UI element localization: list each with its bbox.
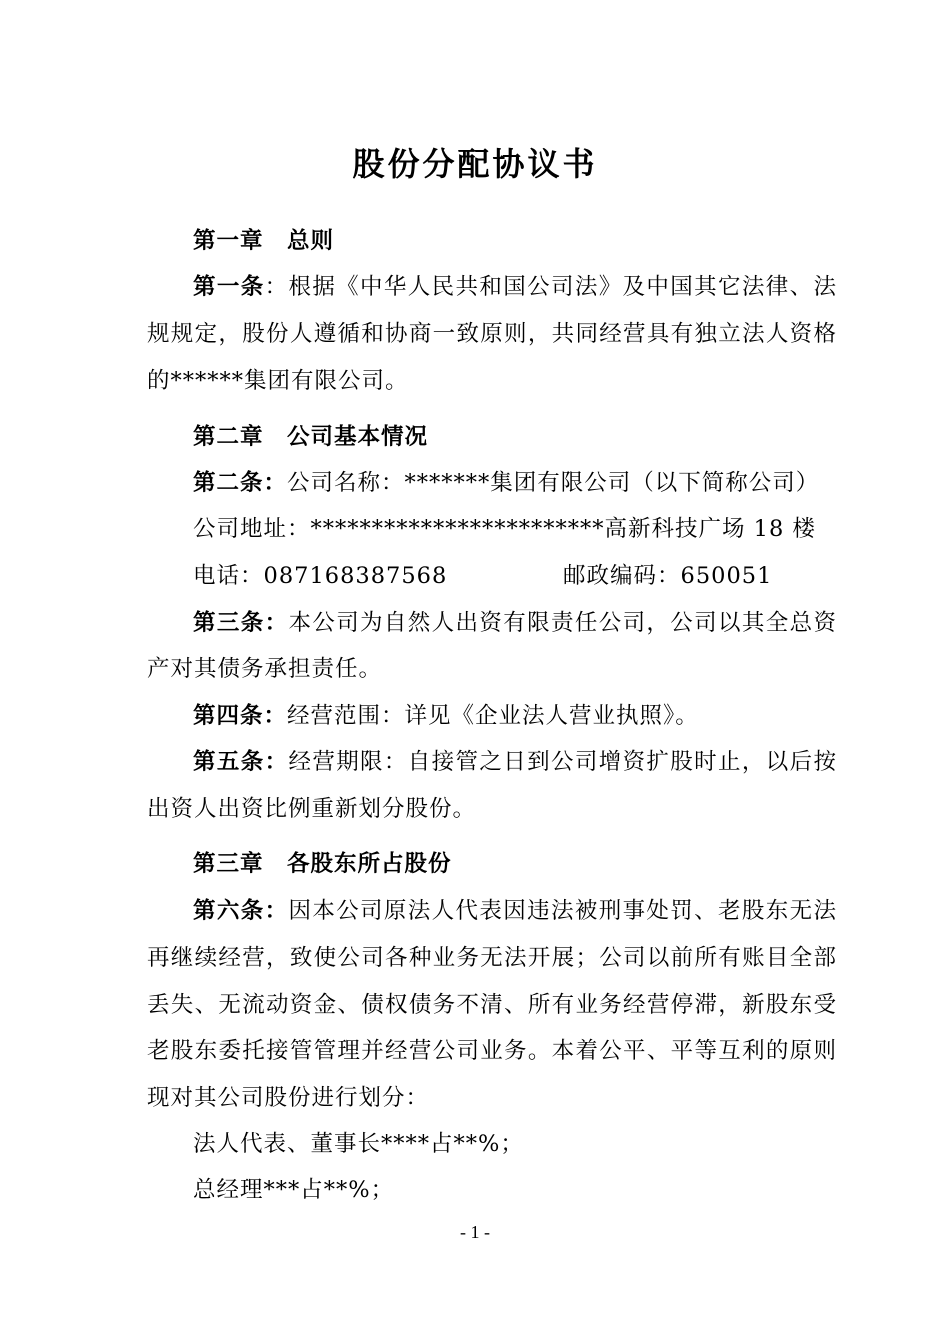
article-1-line-2: 规规定，股份人遵循和协商一致原则，共同经营具有独立法人资格 [147,321,837,347]
article-1-label: 第一条 [193,274,265,300]
article-6-line-2: 再继续经营，致使公司各种业务无法开展；公司以前所有账目全部 [147,945,837,971]
postcode-text: 邮政编码：650051 [563,563,773,589]
contact-line [193,561,893,591]
article-2-label: 第二条： [193,470,288,496]
article-5-text-1: 经营期限：自接管之日到公司增资扩股时止，以后按 [288,749,837,775]
article-6-line-4: 老股东委托接管管理并经营公司业务。本着公平、平等互利的原则 [147,1038,837,1064]
article-1-line-3: 的******集团有限公司。 [147,368,409,394]
chapter-2-heading: 第二章 公司基本情况 [193,424,429,450]
article-5-line-1 [193,747,837,777]
article-6-text-1: 因本公司原法人代表因违法被刑事处罚、老股东无法 [288,898,837,924]
article-3-label: 第三条： [193,610,289,636]
article-1-text-1: ：根据《中华人民共和国公司法》及中国其它法律、法 [264,274,837,300]
article-3-line-1 [193,608,837,638]
article-6-label: 第六条： [193,898,289,924]
article-5-label: 第五条： [193,749,289,775]
article-1-line-1 [193,272,837,302]
share-item-1: 法人代表、董事长****占**%； [193,1131,524,1157]
article-6-line-1 [193,896,837,926]
article-3-text-1: 本公司为自然人出资有限责任公司，公司以其全总资 [288,610,837,636]
chapter-3-heading: 第三章 各股东所占股份 [193,851,452,877]
page-number: - 1 - [460,1222,490,1242]
share-item-2: 总经理***占**%； [193,1177,395,1203]
document-title: 股份分配协议书 [352,145,598,183]
article-4-text: 经营范围：详见《企业法人营业执照》。 [287,703,699,729]
article-6-line-3: 丢失、无流动资金、债权债务不清、所有业务经营停滞，新股东受 [147,992,837,1018]
article-3-line-2: 产对其债务承担责任。 [147,656,383,682]
company-name-line: 公司名称：*******集团有限公司（以下简称公司） [287,470,820,496]
article-2-line-1 [193,468,893,498]
article-4-label: 第四条： [193,703,288,729]
company-address-line: 公司地址：************************高新科技广场 18 楼 [193,516,816,542]
phone-text: 电话：087168387568 [193,563,448,589]
article-4-line [193,701,893,731]
article-6-line-5: 现对其公司股份进行划分： [147,1085,430,1111]
chapter-1-heading: 第一章 总则 [193,228,335,254]
article-5-line-2: 出资人出资比例重新划分股份。 [147,796,477,822]
